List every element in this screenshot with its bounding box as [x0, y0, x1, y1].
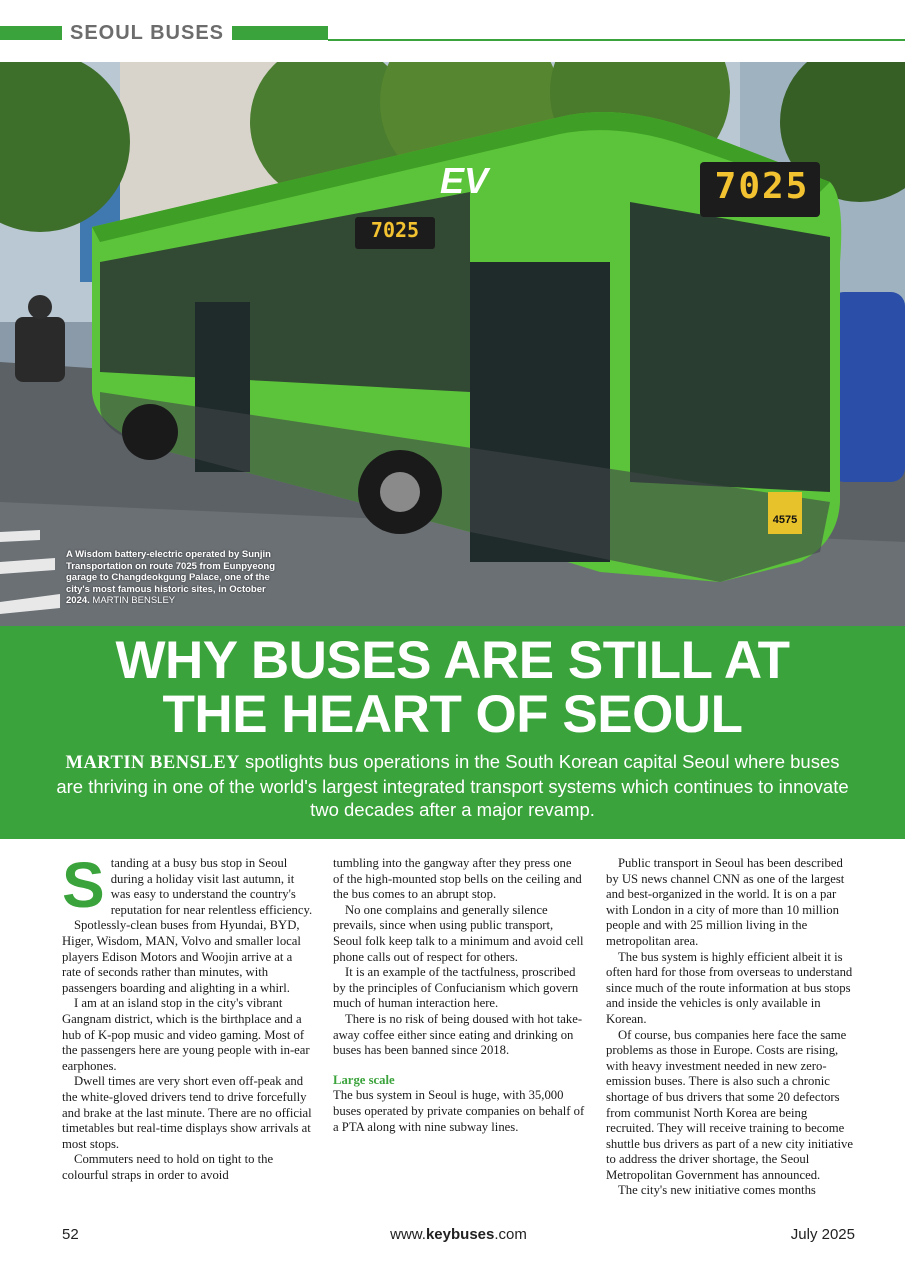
- standfirst-author: MARTIN BENSLEY: [65, 753, 240, 773]
- site-prefix: www.: [390, 1226, 426, 1243]
- paragraph-text: tanding at a busy bus stop in Seoul during a holiday visit last autumn, it was easy to understand the country's reputation for near relentless efficiency.: [110, 856, 313, 917]
- standfirst: [53, 750, 853, 821]
- page-number: 52: [62, 1226, 79, 1243]
- paragraph: I am at an island stop in the city's vibrant Gangnam district, which is the birthplace and a hub of K-pop music and video gaming. Most of the passengers here are young people with in-ear earphones.: [62, 996, 310, 1073]
- front-route-display: 7025: [714, 166, 810, 207]
- body-column-3: [606, 856, 858, 1199]
- caption-credit: MARTIN BENSLEY: [92, 595, 176, 606]
- paragraph: There is no risk of being doused with hot take-away coffee either since eating and drinking on buses has been banned since 2018.: [333, 1011, 583, 1058]
- headline: [0, 626, 905, 742]
- site-brand: keybuses: [425, 1226, 495, 1243]
- header-bar-left: [0, 26, 62, 40]
- paragraph: The bus system is highly efficient albeit it is often hard for those from overseas to understand since much of the route information at bus stops and inside the vehicles is only available in Korean.: [606, 949, 853, 1026]
- paragraph: Commuters need to hold on tight to the colourful straps in order to avoid: [62, 1152, 274, 1182]
- caption-text: A Wisdom battery-electric operated by Sunjin Transportation on route 7025 from Eunpyeong garage to Changdeokgung Palace, one of the city's most famous historic sites, in October 2024.: [66, 549, 276, 606]
- headline-band: [0, 626, 905, 839]
- license-plate: 4575: [772, 514, 798, 526]
- paragraph: [62, 849, 314, 921]
- bus-photo: [0, 62, 905, 626]
- paragraph: The city's new initiative comes months: [618, 1183, 816, 1198]
- page-footer: [62, 1226, 855, 1246]
- headline-line-2: THE HEART OF SEOUL: [162, 685, 743, 744]
- ev-badge: EV: [440, 160, 489, 201]
- paragraph: The bus system in Seoul is huge, with 35,000 buses operated by private companies on behalf of a PTA along with nine subway lines.: [333, 1088, 585, 1134]
- paragraph: Public transport in Seoul has been described by US news channel CNN as one of the largest and best-organized in the world. It is on a par with London in a city of more than 10 million people and with 25 million living in the metropolitan area.: [606, 856, 845, 948]
- photo-caption: [66, 549, 286, 607]
- bus-illustration: [0, 62, 905, 626]
- paragraph: No one complains and generally silence prevails, since when using public transport, Seoul folk keep talk to a minimum and avoid cell phone calls out of respect for others.: [333, 902, 584, 964]
- paragraph: Of course, bus companies here face the same problems as those in Europe. Costs are rising, with heavy investment needed in new zero-emission buses. There is also such a chronic shortage of bus drivers that some 20 defectors from communist North Korea are being recruited. They will receive training to become shuttle bus drivers as part of a new city initiative to address the driver shortage, the Seoul Metropolitan Government has announced.: [606, 1027, 853, 1182]
- header-bar-mid: [232, 26, 328, 40]
- paragraph: tumbling into the gangway after they press one of the high-mounted stop bells on the ceiling and the bus comes to an abrupt stop.: [333, 856, 582, 902]
- paragraph: Spotlessly-clean buses from Hyundai, BYD, Higer, Wisdom, MAN, Volvo and smaller local players Edison Motors and Woojin arrive at a rate of seconds rather than minutes, with passengers boarding and alighting in a whirl.: [62, 918, 301, 995]
- body-column-1: [62, 849, 314, 1183]
- section-title: SEOUL BUSES: [70, 22, 224, 44]
- body-column-2: [333, 856, 585, 1135]
- standfirst-text: spotlights bus operations in the South Korean capital Seoul where buses are thriving in one of the world's largest integrated transport systems which continues to innovate two decades after a major revamp.: [56, 751, 849, 820]
- website-link[interactable]: [62, 1226, 855, 1243]
- site-suffix: .com: [494, 1226, 527, 1243]
- header-rule: [328, 39, 905, 41]
- section-header: [0, 24, 905, 46]
- issue-date: July 2025: [790, 1226, 855, 1243]
- headline-line-1: WHY BUSES ARE STILL AT: [115, 631, 790, 690]
- paragraph: It is an example of the tactfulness, proscribed by the principles of Confucianism which govern much of human interaction here.: [333, 965, 579, 1011]
- subheading: Large scale: [333, 1072, 395, 1087]
- drop-cap: S: [62, 849, 105, 921]
- paragraph: Dwell times are very short even off-peak and the white-gloved drivers tend to drive forcefully and brake at the last minute. There are no official timetables but real-time displays show arrivals at most stops.: [62, 1074, 312, 1151]
- side-route-display: 7025: [370, 218, 420, 242]
